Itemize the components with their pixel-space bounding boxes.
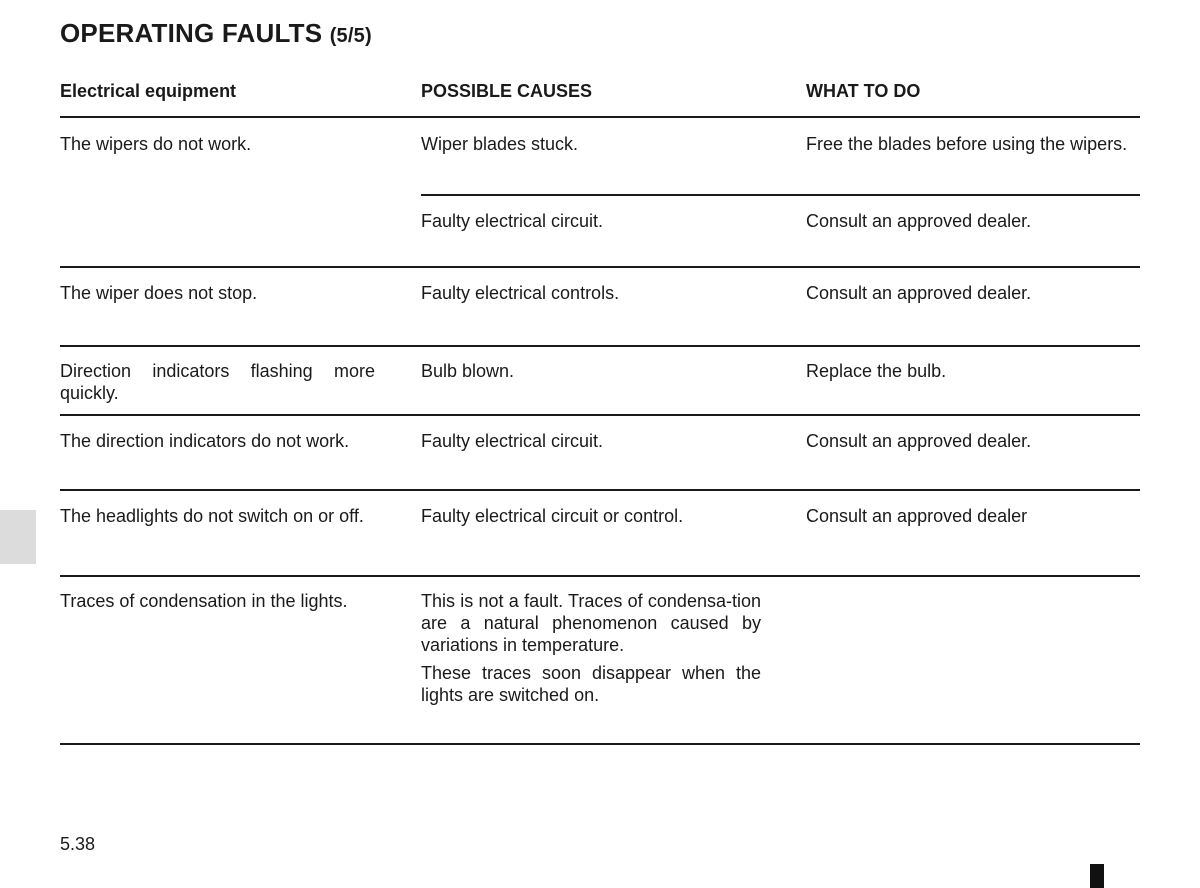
page-title [60, 18, 372, 49]
column-header-equipment: Electrical equipment [60, 81, 237, 101]
title-part: (5/5) [329, 25, 372, 47]
row-cause: Faulty electrical controls. [421, 283, 620, 303]
row-symptom: Direction indicators flashing more quickly. [60, 361, 375, 403]
row-symptom: The wipers do not work. [60, 134, 252, 154]
header-divider [60, 116, 1140, 118]
row-cause: Wiper blades stuck. [421, 134, 579, 154]
sub-row-divider [421, 194, 1140, 196]
title-main: OPERATING FAULTS [60, 18, 323, 48]
row-divider [60, 266, 1140, 268]
column-header-action: WHAT TO DO [806, 81, 921, 101]
row-divider [60, 414, 1140, 416]
row-action: Replace the bulb. [806, 361, 947, 381]
row-symptom: The direction indicators do not work. [60, 431, 350, 451]
row-action: Consult an approved dealer. [806, 283, 1032, 303]
row-cause: Faulty electrical circuit or control. [421, 506, 684, 526]
row-symptom: The headlights do not switch on or off. [60, 506, 364, 526]
edge-marker [1090, 864, 1104, 888]
row-divider [60, 575, 1140, 577]
row-cause: Faulty electrical circuit. [421, 211, 604, 231]
row-cause: Faulty electrical circuit. [421, 431, 604, 451]
row-symptom: Traces of condensation in the lights. [60, 591, 348, 611]
row-divider [60, 345, 1140, 347]
row-cause: This is not a fault. Traces of condensa-tion are a natural phenomenon caused by variations in temperature. [421, 591, 761, 655]
table-bottom-divider [60, 743, 1140, 745]
row-cause: Bulb blown. [421, 361, 515, 381]
section-tab-marker [0, 510, 36, 564]
row-action: Free the blades before using the wipers. [806, 134, 1128, 154]
column-header-causes: POSSIBLE CAUSES [421, 81, 593, 101]
row-action: Consult an approved dealer. [806, 431, 1032, 451]
row-action: Consult an approved dealer. [806, 211, 1032, 231]
page-number: 5.38 [60, 834, 96, 854]
row-divider [60, 489, 1140, 491]
row-action: Consult an approved dealer [806, 506, 1028, 526]
row-cause-extra: These traces soon disappear when the lights are switched on. [421, 663, 761, 705]
row-symptom: The wiper does not stop. [60, 283, 258, 303]
